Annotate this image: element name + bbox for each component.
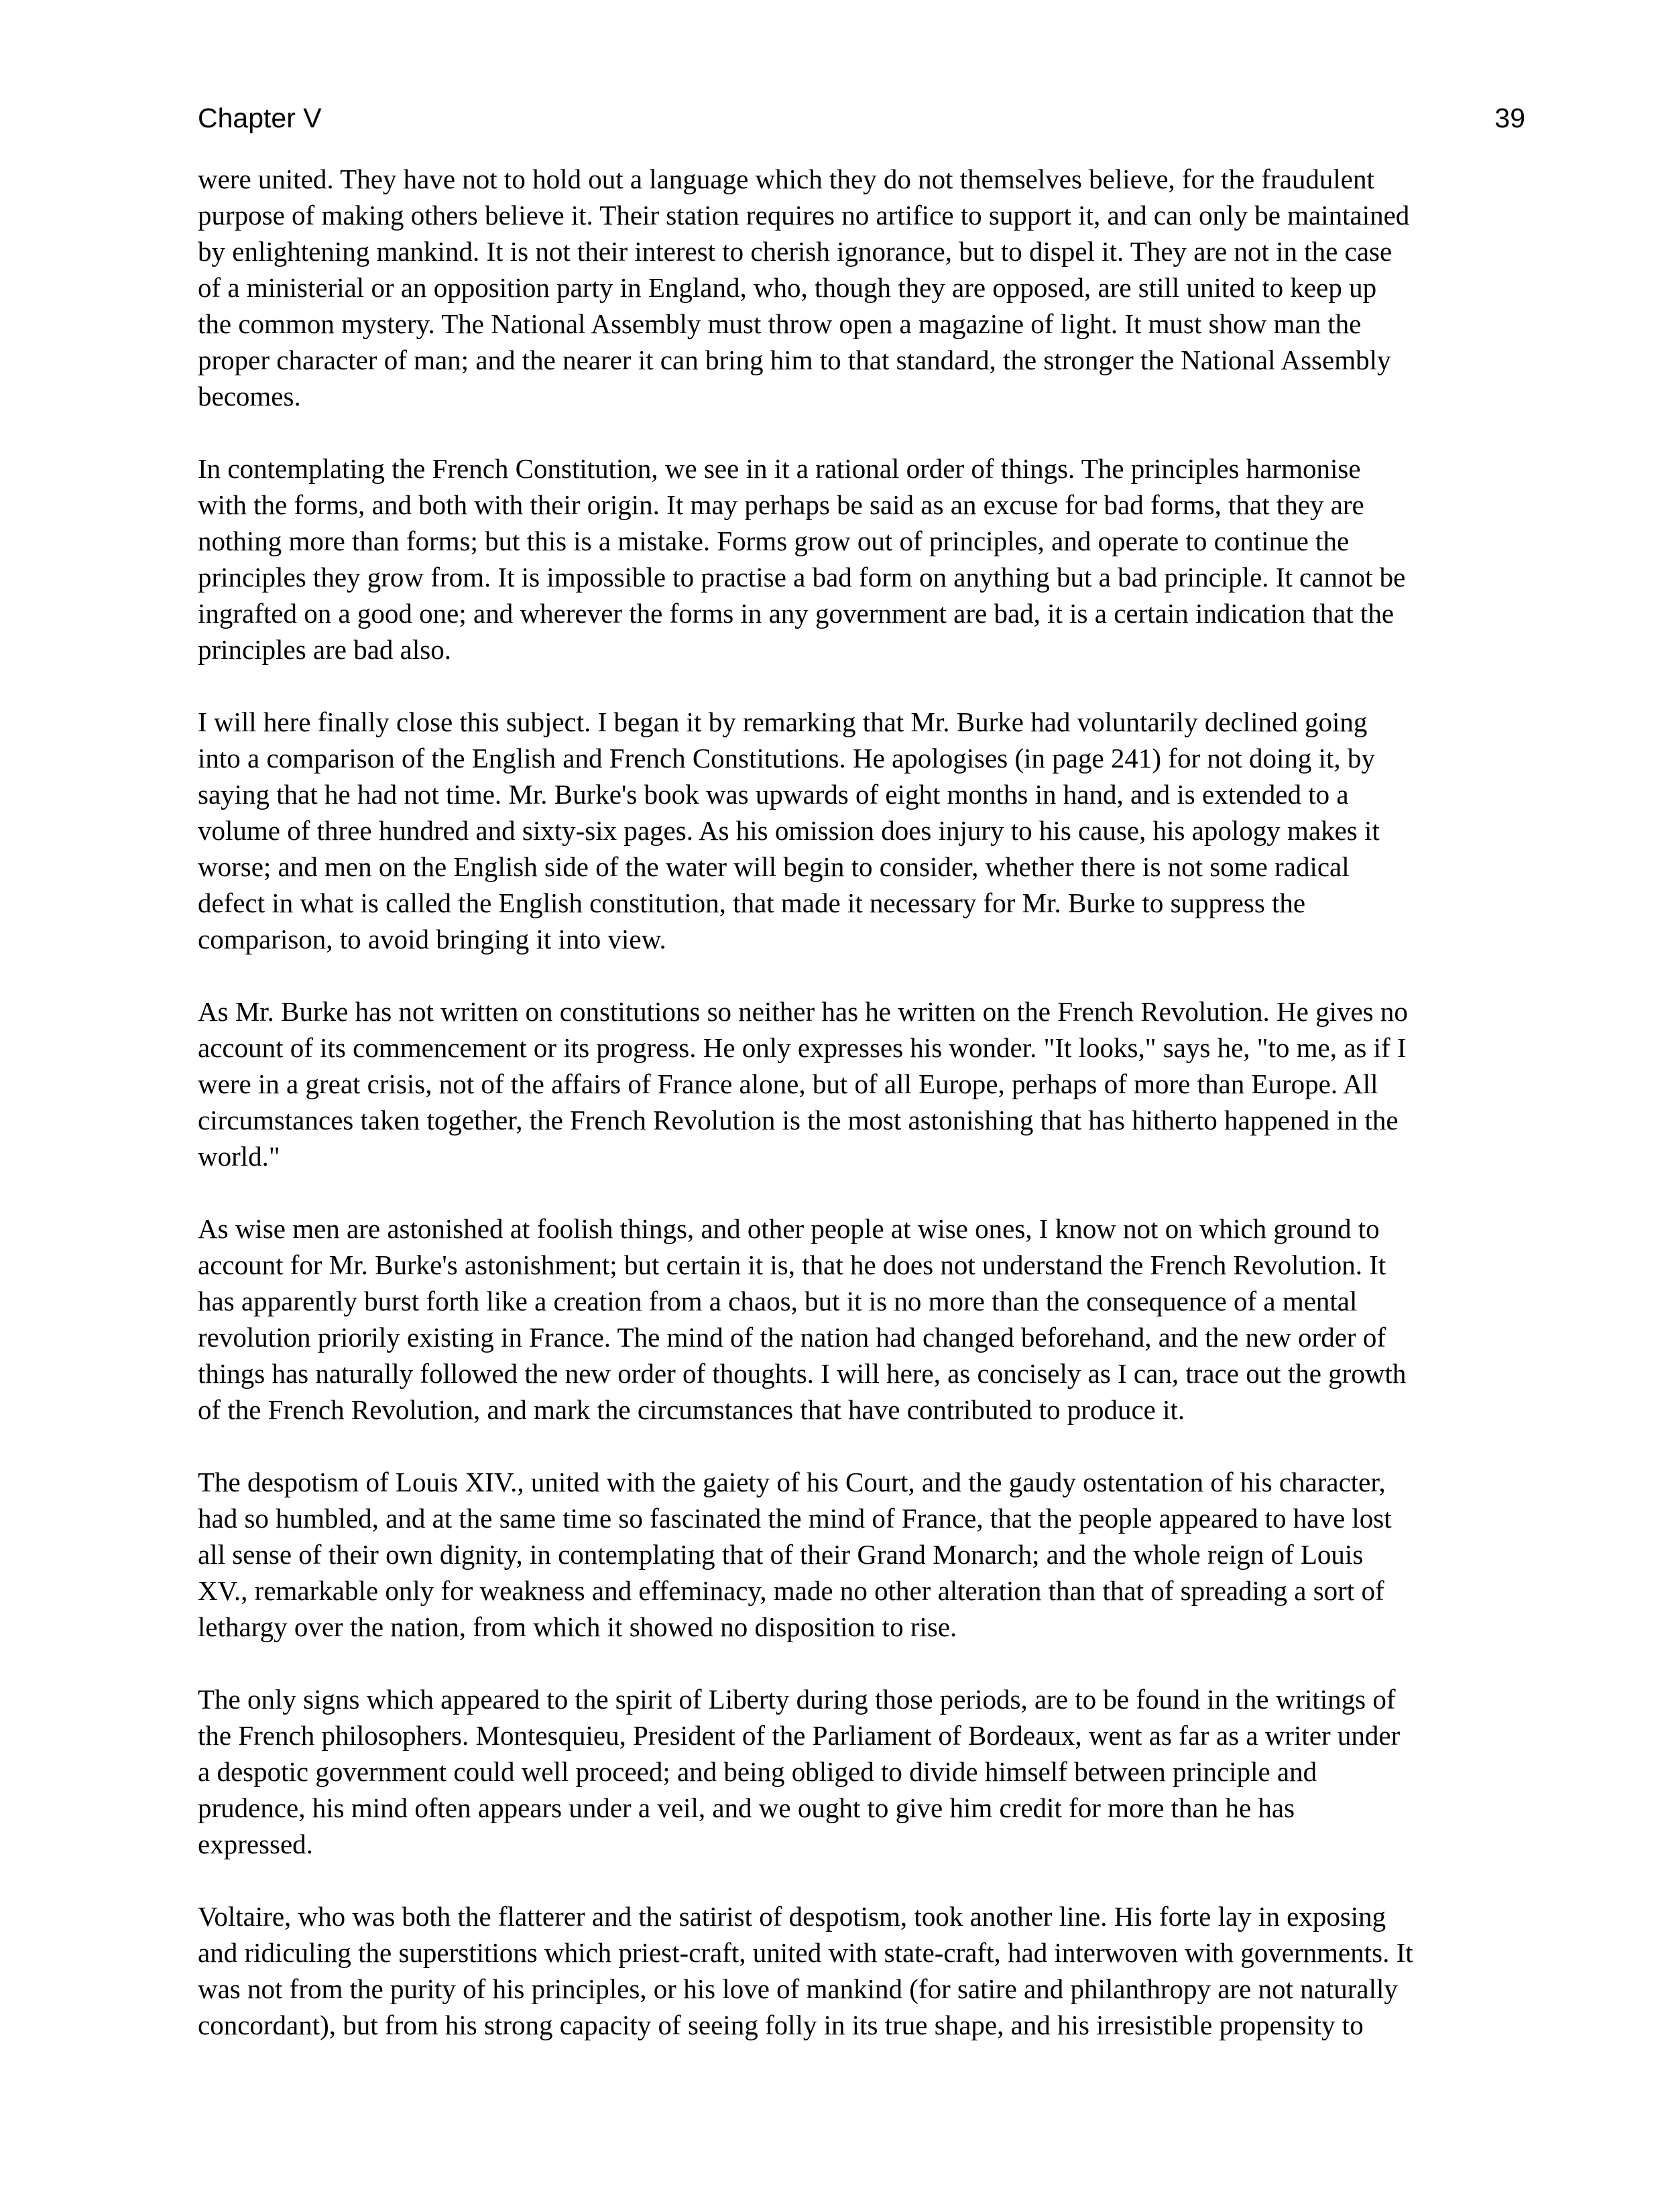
paragraph-1: were united. They have not to hold out a language which they do not themselves believe, for the fraudulent purpose of making others believe it. Their station requires no artifice to support it, and can only be maintained by enlightening mankind. It is not their interest to cherish ignorance, but to dispel it. They are not in the case of a ministerial or an opposition party in England, who, though they are opposed, are still united to keep up the common mystery. The National Assembly must throw open a magazine of light. It must show man the proper character of man; and the nearer it can bring him to that standard, the stronger the National Assembly becomes. bbox=[198, 164, 1410, 412]
body-text bbox=[198, 161, 1532, 2079]
paragraph-8: Voltaire, who was both the flatterer and the satirist of despotism, took another line. His forte lay in exposing and ridiculing the superstitions which priest-craft, united with state-craft, had interwoven with governments. It was not from the purity of his principles, or his love of mankind (for satire and philanthropy are not naturally concordant), but from his strong capacity of seeing folly in its true shape, and his irresistible propensity to bbox=[198, 1901, 1413, 2040]
paragraph-7: The only signs which appeared to the spirit of Liberty during those periods, are to be found in the writings of the French philosophers. Montesquieu, President of the Parliament of Bordeaux, went as far as a writer under a despotic government could well proceed; and being obliged to divide himself between principle and prudence, his mind often appears under a veil, and we ought to give him credit for more than he has expressed. bbox=[198, 1684, 1401, 1859]
page-number: 39 bbox=[1494, 103, 1525, 133]
paragraph-6: The despotism of Louis XIV., united with the gaiety of his Court, and the gaudy ostentation of his character, had so humbled, and at the same time so fascinated the mind of France, that the people appeared to have lost all sense of their own dignity, in contemplating that of their Grand Monarch; and the whole reign of Louis XV., remarkable only for weakness and effeminacy, made no other alteration than that of spreading a sort of lethargy over the nation, from which it showed no disposition to rise. bbox=[198, 1467, 1392, 1642]
paragraph-4: As Mr. Burke has not written on constitutions so neither has he written on the French Revolution. He gives no account of its commencement or its progress. He only expresses his wonder. "It looks," says he, "to me, as if I were in a great crisis, not of the affairs of France alone, but of all Europe, perhaps of more than Europe. All circumstances taken together, the French Revolution is the most astonishing that has hitherto happened in the world." bbox=[198, 996, 1408, 1172]
paragraph-3: I will here finally close this subject. I began it by remarking that Mr. Burke had voluntarily declined going into a comparison of the English and French Constitutions. He apologises (in page 241) for not doing it, by saying that he had not time. Mr. Burke's book was upwards of eight months in hand, and is extended to a volume of three hundred and sixty-six pages. As his omission does injury to his cause, his apology makes it worse; and men on the English side of the water will begin to consider, whether there is not some radical defect in what is called the English constitution, that made it necessary for Mr. Burke to suppress the comparison, to avoid bringing it into view. bbox=[198, 706, 1380, 955]
paragraph-5: As wise men are astonished at foolish things, and other people at wise ones, I know not on which ground to account for Mr. Burke's astonishment; but certain it is, that he does not understand the French Revolution. It has apparently burst forth like a creation from a chaos, but it is no more than the consequence of a mental revolution priorily existing in France. The mind of the nation had changed beforehand, and the new order of things has naturally followed the new order of thoughts. I will here, as concisely as I can, trace out the growth of the French Revolution, and mark the circumstances that have contributed to produce it. bbox=[198, 1213, 1407, 1425]
paragraph-2: In contemplating the French Constitution, we see in it a rational order of things. The principles harmonise with the forms, and both with their origin. It may perhaps be said as an excuse for bad forms, that they are nothing more than forms; but this is a mistake. Forms grow out of principles, and operate to continue the principles they grow from. It is impossible to practise a bad form on anything but a bad principle. It cannot be ingrafted on a good one; and wherever the forms in any government are bad, it is a certain indication that the principles are bad also. bbox=[198, 453, 1406, 665]
running-header bbox=[198, 98, 1525, 138]
chapter-title: Chapter V bbox=[198, 103, 322, 133]
